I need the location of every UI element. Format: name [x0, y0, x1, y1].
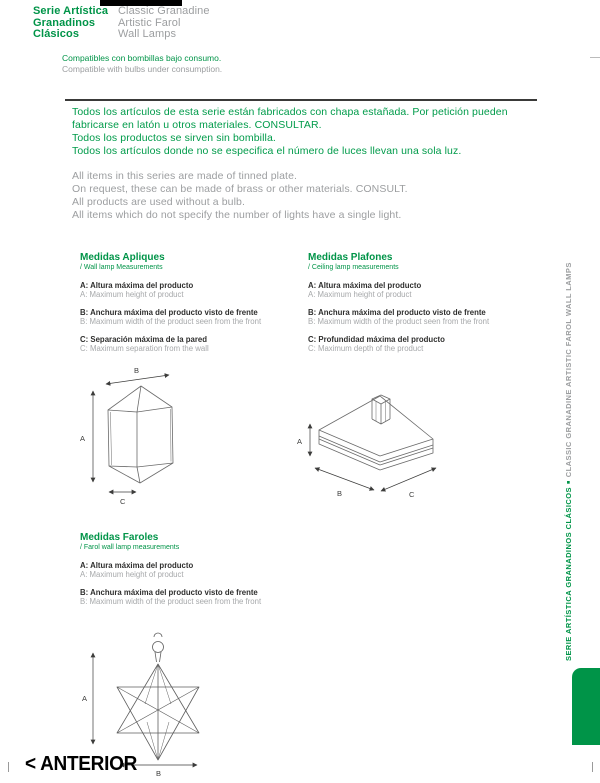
- dimension-arrows: [93, 375, 169, 492]
- intro-en-line: All products are used without a bulb.: [72, 196, 245, 208]
- measurement-en: A: Maximum height of product: [80, 290, 184, 299]
- vertical-series-en: CLASSIC GRANADINE ARTISTIC FAROL WALL LAMPS: [564, 262, 573, 478]
- section-title: Medidas Apliques: [80, 252, 165, 263]
- ceiling-lamp-line-art: [319, 395, 433, 470]
- intro-es-line: Todos los artículos donde no se especifica el número de luces llevan una sola luz.: [72, 145, 462, 157]
- intro-paragraph-english: [72, 170, 408, 222]
- measurement-item: [80, 281, 315, 299]
- title-es-line: Serie Artística: [33, 5, 109, 17]
- dimension-arrows: [93, 653, 197, 765]
- measurement-item: [308, 308, 543, 326]
- section-title: Medidas Faroles: [80, 532, 159, 543]
- dim-label-a: A: [80, 434, 86, 443]
- page-title-spanish: [33, 6, 108, 41]
- measurement-en: A: Maximum height of product: [80, 570, 184, 579]
- crop-mark-top-right: [590, 57, 600, 58]
- crop-mark-right: [592, 762, 593, 772]
- measurement-item: [308, 335, 543, 353]
- wall-lamp-drawing: [70, 365, 260, 507]
- measurement-en: C: Maximum separation from the wall: [80, 344, 209, 353]
- compatibility-en: Compatible with bulbs under consumption.: [62, 64, 223, 74]
- star-lantern-line-art: [117, 633, 199, 760]
- measurement-item: [80, 335, 315, 353]
- vertical-series-es: SERIE ARTÍSTICA GRANADINOS CLÁSICOS: [564, 487, 573, 661]
- intro-en-line: All items which do not specify the number of lights have a single light.: [72, 209, 402, 221]
- dim-label-c: C: [409, 490, 415, 499]
- compatibility-es: Compatibles con bombillas bajo consumo.: [62, 53, 222, 63]
- previous-page-link[interactable]: < ANTERIOR: [25, 753, 138, 775]
- measurement-en: B: Maximum width of the product seen from the front: [80, 317, 262, 326]
- title-en-line: Artistic Farol: [118, 16, 181, 29]
- measurement-es: A: Altura máxima del producto: [308, 281, 422, 290]
- ceiling-lamp-drawing: [285, 378, 495, 500]
- dim-label-a: A: [82, 694, 88, 703]
- section-ceiling-lamp-measurements: [308, 252, 543, 362]
- measurement-es: C: Profundidad máxima del producto: [308, 335, 445, 344]
- intro-es-line: Todos los productos se sirven sin bombilla.: [72, 132, 276, 144]
- title-es-line: Granadinos: [33, 16, 96, 29]
- measurement-es: A: Altura máxima del producto: [80, 561, 194, 570]
- intro-paragraph-spanish: [72, 106, 508, 158]
- dim-label-b: B: [134, 366, 140, 375]
- measurement-en: B: Maximum width of the product seen from the front: [308, 317, 490, 326]
- intro-es-line: fabricarse en latón u otros materiales. CONSULTAR.: [72, 119, 322, 131]
- measurement-es: A: Altura máxima del producto: [80, 281, 194, 290]
- measurement-item: [80, 561, 315, 579]
- measurement-item: [80, 308, 315, 326]
- dim-label-b: B: [156, 769, 162, 778]
- vertical-series-label: [564, 262, 574, 661]
- crop-mark-left: [8, 762, 9, 772]
- section-subtitle: / Farol wall lamp measurements: [80, 544, 180, 551]
- dim-label-b: B: [337, 489, 343, 498]
- measurement-item: [80, 588, 315, 606]
- measurement-es: C: Separación máxima de la pared: [80, 335, 207, 344]
- measurement-item: [308, 281, 543, 299]
- section-color-tab: [572, 668, 600, 745]
- intro-es-line: Todos los artículos de esta serie están fabricados con chapa estañada. Por petición pueden: [72, 106, 508, 118]
- title-es-line: Clásicos: [33, 28, 80, 40]
- wall-lamp-line-art: [108, 386, 173, 483]
- page-title-english: [118, 6, 210, 41]
- measurement-es: B: Anchura máxima del producto visto de frente: [80, 588, 258, 597]
- section-subtitle: / Wall lamp Measurements: [80, 264, 163, 271]
- section-farol-lamp-measurements: [80, 532, 315, 615]
- section-wall-lamp-measurements: [80, 252, 315, 362]
- measurement-en: A: Maximum height of product: [308, 290, 412, 299]
- intro-en-line: All items in this series are made of tinned plate.: [72, 170, 298, 182]
- measurement-en: B: Maximum width of the product seen from the front: [80, 597, 262, 606]
- dim-label-c: C: [120, 497, 126, 506]
- intro-en-line: On request, these can be made of brass or other materials. CONSULT.: [72, 183, 408, 195]
- section-title: Medidas Plafones: [308, 252, 393, 263]
- measurement-en: C: Maximum depth of the product: [308, 344, 424, 353]
- title-en-line: Wall Lamps: [118, 28, 177, 40]
- horizontal-rule: [65, 99, 537, 101]
- title-en-line: Classic Granadine: [118, 5, 210, 17]
- section-subtitle: / Ceiling lamp measurements: [308, 264, 399, 271]
- compatibility-note: [62, 53, 222, 75]
- measurement-es: B: Anchura máxima del producto visto de frente: [308, 308, 486, 317]
- square-bullet-icon: ■: [566, 480, 572, 485]
- measurement-es: B: Anchura máxima del producto visto de frente: [80, 308, 258, 317]
- dim-label-a: A: [297, 437, 303, 446]
